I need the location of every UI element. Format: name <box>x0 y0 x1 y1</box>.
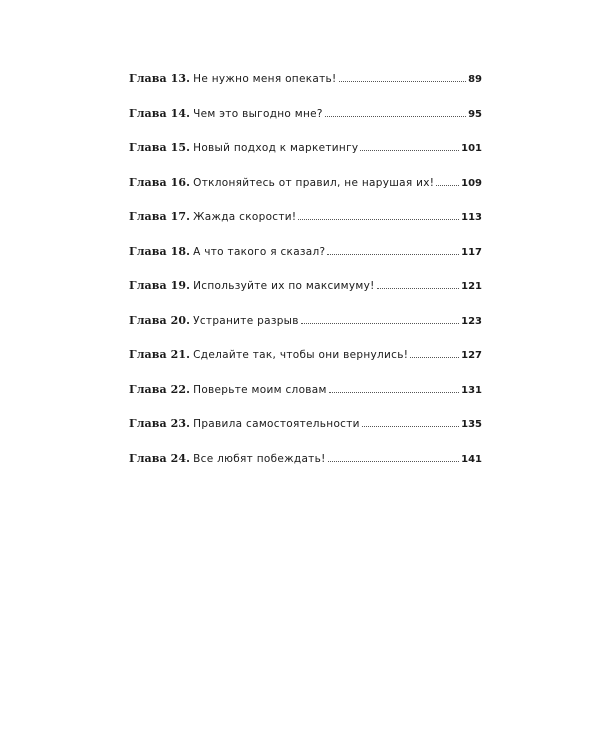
toc-entry <box>129 210 482 245</box>
chapter-label: Глава 17. <box>129 210 191 223</box>
page-number: 123 <box>461 315 482 327</box>
dot-leader <box>360 150 459 151</box>
chapter-title: Используйте их по максимуму! <box>193 280 375 292</box>
toc-entry <box>129 383 482 418</box>
page-number: 101 <box>461 143 482 154</box>
chapter-title: Новый подход к маркетингу <box>193 142 359 154</box>
page-number: 117 <box>461 246 482 258</box>
chapter-label: Глава 16. <box>129 175 191 189</box>
page-number: 121 <box>461 281 482 292</box>
dot-leader <box>298 219 459 220</box>
chapter-title: Чем это выгодно мне? <box>193 107 323 120</box>
toc-entry <box>129 279 482 314</box>
dot-leader <box>362 426 459 427</box>
table-of-contents <box>129 72 482 486</box>
chapter-title: Сделайте так, чтобы они вернулись! <box>193 349 409 361</box>
dot-leader <box>327 254 459 255</box>
chapter-title: Жажда скорости! <box>193 211 297 223</box>
chapter-title: Не нужно меня опекать! <box>193 73 337 85</box>
toc-entry <box>129 72 482 107</box>
chapter-label: Глава 23. <box>129 417 191 430</box>
page-number: 95 <box>468 108 482 120</box>
page-number: 113 <box>461 212 482 223</box>
chapter-label: Глава 15. <box>129 141 191 154</box>
page-number: 131 <box>461 384 482 396</box>
dot-leader <box>301 323 459 324</box>
page-number: 109 <box>461 177 482 189</box>
chapter-title: А что такого я сказал? <box>193 245 326 258</box>
dot-leader <box>436 185 459 186</box>
toc-entry <box>129 348 482 383</box>
dot-leader <box>329 392 459 393</box>
chapter-label: Глава 19. <box>129 279 191 292</box>
page-number: 141 <box>461 453 482 465</box>
chapter-title: Устраните разрыв <box>193 314 299 327</box>
page-number: 127 <box>461 350 482 361</box>
toc-entry <box>129 314 482 349</box>
toc-entry <box>129 176 482 211</box>
dot-leader <box>328 461 460 462</box>
dot-leader <box>377 288 459 289</box>
page-number: 135 <box>461 419 482 430</box>
dot-leader <box>339 81 467 82</box>
dot-leader <box>325 116 466 117</box>
chapter-label: Глава 24. <box>129 451 191 465</box>
chapter-label: Глава 14. <box>129 106 191 120</box>
page-number: 89 <box>468 74 482 85</box>
toc-entry <box>129 141 482 176</box>
chapter-title: Правила самостоятельности <box>193 418 360 430</box>
chapter-title: Отклоняйтесь от правил, не нарушая их! <box>193 176 435 189</box>
chapter-label: Глава 18. <box>129 244 191 258</box>
toc-entry <box>129 107 482 142</box>
toc-entry <box>129 452 482 487</box>
chapter-title: Поверьте моим словам <box>193 383 327 396</box>
chapter-label: Глава 20. <box>129 313 191 327</box>
chapter-label: Глава 22. <box>129 382 191 396</box>
chapter-title: Все любят побеждать! <box>193 452 326 465</box>
toc-entry <box>129 245 482 280</box>
chapter-label: Глава 21. <box>129 348 191 361</box>
dot-leader <box>410 357 459 358</box>
chapter-label: Глава 13. <box>129 72 191 85</box>
toc-entry <box>129 417 482 452</box>
